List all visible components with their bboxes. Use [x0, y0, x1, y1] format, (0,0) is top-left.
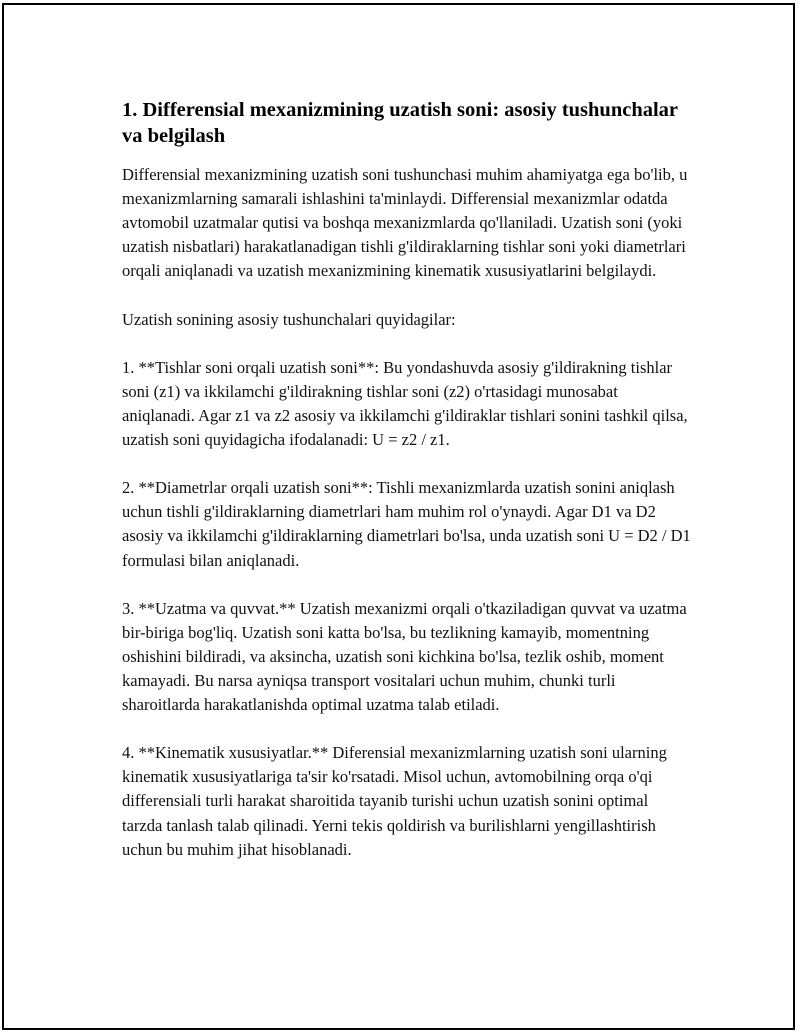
section-heading: 1. Differensial mexanizmining uzatish soni: asosiy tushunchalar va belgilash	[122, 99, 678, 147]
list-item-diameters: 2. **Diametrlar orqali uzatish soni**: Tishli mexanizmlarda uzatish sonini aniqlash uchun tishli g'ildiraklarning diametrlari ham muhim rol o'ynaydi. Agar D1 va D2 asosiy va ikkilamchi g'ildiraklarning diametrlari bo'lsa, unda uzatish soni U = D2 / D1 formulasi bilan aniqlanadi.	[122, 478, 691, 570]
intro-paragraph: Differensial mexanizmining uzatish soni tushunchasi muhim ahamiyatga ega bo'lib, u mexanizmlarning samarali ishlashini ta'minlaydi. Differensial mexanizmlar odatda avtomobil uzatmalar qutisi va boshqa mexanizmlarda qo'llaniladi. Uzatish soni (yoki uzatish nisbatlari) harakatlanadigan tishli g'ildiraklarning tishlar soni yoki diametrlari orqali aniqlanadi va uzatish mexanizmining kinematik xususiyatlarini belgilaydi.	[122, 165, 688, 281]
page-frame	[2, 3, 795, 1030]
list-intro-paragraph: Uzatish sonining asosiy tushunchalari quyidagilar:	[122, 309, 456, 329]
list-item-kinematic-properties: 4. **Kinematik xususiyatlar.** Diferensial mexanizmlarning uzatish soni ularning kinematik xususiyatlariga ta'sir ko'rsatadi. Misol uchun, avtomobilning orqa o'qi differensiali turli harakat sharoitida tayanib turishi uchun uzatish sonini optimal tarzda tanlash talab qilinadi. Yerni tekis qoldirish va burilishlarni yengillashtirish uchun bu muhim jihat hisoblanadi.	[122, 743, 667, 859]
document-body	[122, 97, 692, 886]
list-item-tooth-count: 1. **Tishlar soni orqali uzatish soni**: Bu yondashuvda asosiy g'ildirakning tishlar soni (z1) va ikkilamchi g'ildirakning tishlar soni (z2) o'rtasidagi munosabat aniqlanadi. Agar z1 va z2 asosiy va ikkilamchi g'ildiraklar tishlari sonini tashkil qilsa, uzatish soni quyidagicha ifodalanadi: U = z2 / z1.	[122, 357, 688, 450]
list-item-transmission-power: 3. **Uzatma va quvvat.** Uzatish mexanizmi orqali o'tkaziladigan quvvat va uzatma bir-biriga bog'liq. Uzatish soni katta bo'lsa, bu tezlikning kamayib, momentning oshishini bildiradi, va aksincha, uzatish soni kichkina bo'lsa, tezlik oshib, moment kamayadi. Bu narsa ayniqsa transport vositalari uchun muhim, chunki turli sharoitlarda harakatlanishda optimal uzatma talab etiladi.	[122, 598, 687, 715]
